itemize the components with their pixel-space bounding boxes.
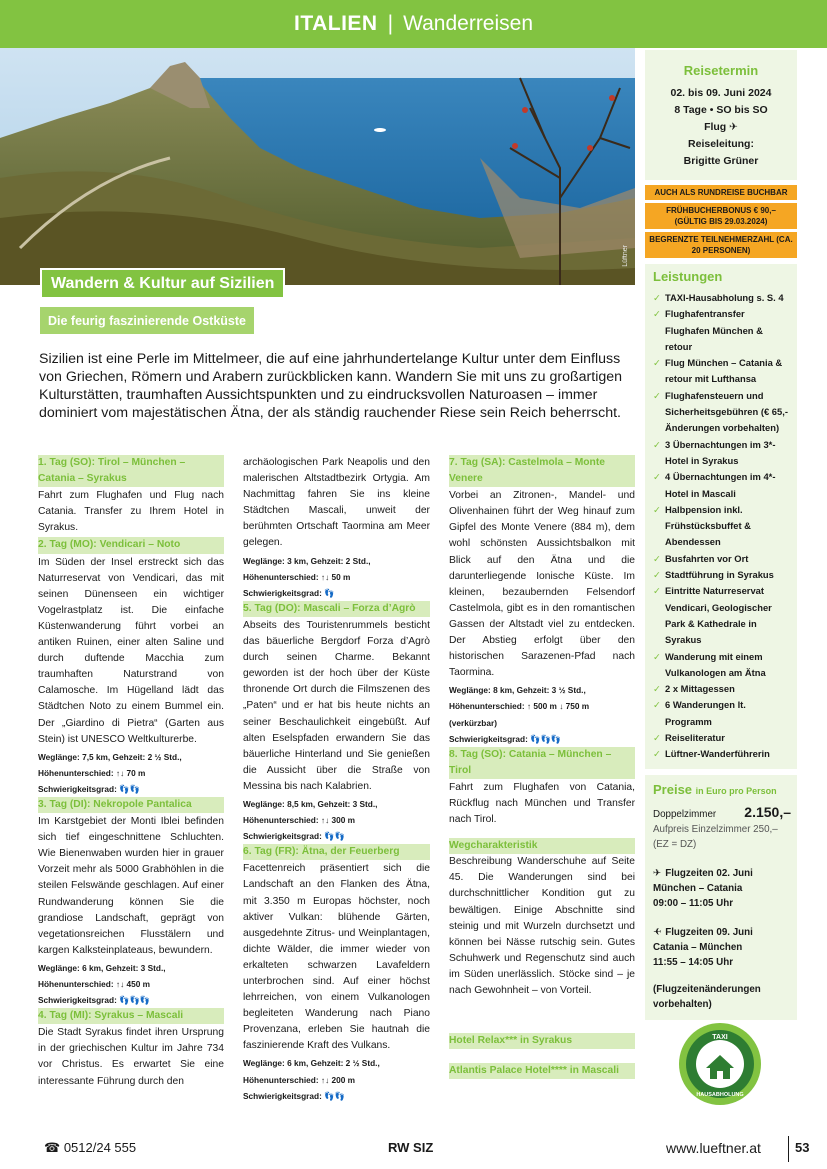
badge-fruehbucher: FRÜHBUCHERBONUS € 90,– (GÜLTIG BIS 29.03.2024) <box>645 203 797 229</box>
reisetermin-box <box>645 50 797 180</box>
check-icon: ✓ <box>653 650 661 662</box>
sidebar <box>645 50 797 1020</box>
photo-credit: Lüftner <box>622 245 629 267</box>
list-item: ✓ Flug München – Catania & retour mit Lufthansa <box>653 357 783 385</box>
list-item: ✓ Busfahrten vor Ort <box>653 551 791 567</box>
day-4-stats <box>243 553 430 601</box>
day-7-difficulty: Schwierigkeitsgrad: 👣👣👣 <box>449 733 562 744</box>
preise-heading: Preise in Euro pro Person <box>653 781 777 797</box>
footer-website-link[interactable]: www.lueftner.at <box>666 1140 761 1156</box>
day-4-elevation: Höhenunterschied: ↑↓ 50 m <box>243 571 351 582</box>
difficulty-icons: 👣👣 <box>324 831 345 842</box>
leistungen-list <box>653 290 791 763</box>
travel-dates: 02. bis 09. Juni 2024 <box>670 87 772 99</box>
day-7-stats <box>449 682 635 746</box>
list-item: ✓ 3 Übernachtungen im 3*-Hotel in Syrakus <box>653 438 776 466</box>
badge-teilnehmer: BEGRENZTE TEILNEHMERZAHL (CA. 20 PERSONEN) <box>645 232 797 258</box>
check-icon: ✓ <box>653 503 661 515</box>
travel-mode: Flug ✈ <box>704 121 738 133</box>
wegcharakteristik-text: Beschreibung Wanderschuhe auf Seite 45. Die Wanderungen sind bei durchschnittlicher Kondition gut zu bewältigen. Einige Abschnitte sind steinig und mit Wurzeln durchsetzt und können bei Nässe rutschig sein. Gutes Schuhwerk und Regenschutz sind auch im Süden unerlässlich. Stöcke sind – je nach Gewohnheit – von Vorteil. <box>449 856 635 996</box>
leistungen-heading: Leistungen <box>653 269 723 284</box>
day-7-text: Vorbei an Zitronen-, Mandel- und Olivenhainen führt der Weg hinauf zum Gipfel des Monte Venere (884 m), dem wohl schönsten Aussichtsbalkon mit Blick auf den Ätna und die darunterliegende Ionische Küste. Im kleinen, bezaubernden Felsendorf Castelmola, gibt es in den romantischen Gassen der Altstadt viel zu entdecken. Der Abstieg erfolgt über den historischen Sarazenen-Pfad nach Taormina. <box>449 490 635 679</box>
price-double-room <box>653 805 791 822</box>
difficulty-icons: 👣👣 <box>324 1090 345 1101</box>
leistungen-box <box>645 264 797 769</box>
taxi-hausabholung-badge <box>678 1022 762 1106</box>
day-7-heading: 7. Tag (SA): Castelmola – Monte Venere <box>449 455 635 487</box>
check-icon: ✓ <box>653 683 661 695</box>
day-6-elevation: Höhenunterschied: ↑↓ 200 m <box>243 1074 356 1085</box>
day-6-difficulty: Schwierigkeitsgrad: 👣👣 <box>243 1090 345 1101</box>
check-icon: ✓ <box>653 308 661 320</box>
flight-outbound: ✈ Flugzeiten 02. Juni München – Catania 09:00 – 11:05 Uhr <box>653 866 791 911</box>
check-icon: ✓ <box>653 292 661 303</box>
flight-outbound-time: 09:00 – 11:05 Uhr <box>653 897 734 909</box>
page-number: 53 <box>795 1140 810 1155</box>
header-bar <box>0 0 827 48</box>
footer-phone: ☎ 0512/24 555 <box>44 1140 137 1155</box>
list-item: ✓ Halbpension inkl. Frühstücksbuffet & Abendessen <box>653 503 751 548</box>
itinerary-column-1 <box>38 455 224 1091</box>
taxi-icon <box>678 1022 762 1106</box>
list-item: ✓ 2 x Mittagessen <box>653 681 791 697</box>
day-2-text: Im Süden der Insel erstreckt sich das Naturreservat von Vendicari, das mit seinen Dünenseen ein wichtiger Vogelrastplatz ist. Die einfache Küstenwanderung führt vorbei an antiken Ruinen, einer alten Saline und durch duftende Macchia zum traumhaften Naturstrand von Calamosche. Im Hügelland lädt das Städtchen Noto zu einem Bummel ein. Der „Giardino di Pietra“ (Garten aus Stein) ist UNESCO Weltkulturerbe. <box>38 556 224 745</box>
footer <box>0 1132 827 1162</box>
list-item: ✓ Flughafentransfer Flughafen München & retour <box>653 308 763 352</box>
day-6-text: Facettenreich präsentiert sich die Landschaft an den Flanken des Ätna, mit 3.350 m Europas höchster, noch aktiver Vulkan: blühende Gärten, ausgedehnte Zitrus- und Weinplantagen, dichte Wälder, die immer wieder von erkalteten schwarzen Lavafeldern unterbrochen sind. Auf einer höchst lehrreichen, von einem Vulkanologen begleiteten Wanderung nach Piano Provenzana, erleben Sie hautnah die faszinierende Kraft des Vulkans. <box>243 863 430 1052</box>
day-6-length: Weglänge: 6 km, Gehzeit: 2 ½ Std., <box>243 1058 380 1069</box>
guide-label: Reiseleitung: <box>688 138 754 150</box>
badge-rundreise: AUCH ALS RUNDREISE BUCHBAR <box>645 185 797 200</box>
page-title: Wandern & Kultur auf Sizilien <box>40 268 285 299</box>
day-2-stats <box>38 749 224 797</box>
page-subtitle: Die feurig faszinierende Ostküste <box>40 307 254 334</box>
day-5-difficulty: Schwierigkeitsgrad: 👣👣 <box>243 831 345 842</box>
guide-name: Brigitte Grüner <box>683 155 759 167</box>
day-6-heading: 6. Tag (FR): Ätna, der Feuerberg <box>243 844 430 860</box>
svg-text:TAXI: TAXI <box>712 1034 728 1041</box>
day-4-length: Weglänge: 3 km, Gehzeit: 2 Std., <box>243 555 371 566</box>
day-4-difficulty: Schwierigkeitsgrad: 👣 <box>243 587 335 598</box>
flight-note: (Flugzeitenänderungen vorbehalten) <box>653 983 761 1010</box>
dz-label: Doppelzimmer <box>653 808 717 820</box>
check-icon: ✓ <box>653 357 661 369</box>
difficulty-icons: 👣 <box>324 587 335 598</box>
day-7-elevation: Höhenunterschied: ↑ 500 m ↓ 750 m <box>449 701 590 712</box>
check-icon: ✓ <box>653 389 661 401</box>
ez-surcharge: Aufpreis Einzelzimmer 250,– (EZ = DZ) <box>653 823 778 850</box>
day-2-length: Weglänge: 7,5 km, Gehzeit: 2 ½ Std., <box>38 751 182 762</box>
header-category: ITALIEN <box>293 12 378 35</box>
day-5-heading: 5. Tag (DO): Mascali – Forza d’Agrò <box>243 601 430 617</box>
preise-box <box>645 775 797 1020</box>
check-icon: ✓ <box>653 438 661 450</box>
day-5-text: Abseits des Touristenrummels besticht das bäuerliche Bergdorf Forza d’Agrò durch seinen Charme. Bekannt geworden ist der hoch über der Küste thronende Ort durch die Filmszenen des „Paten“ und er hat bis heute nichts an seiner Beschaulichkeit eingebüßt. Auf alten Eselspfaden erwandern Sie das bäuerliche Hinterland und Sie genießen die Aussicht über die Straße von Messina bis nach Kalabrien. <box>243 619 430 792</box>
list-item: ✓ Reiseliteratur <box>653 730 791 746</box>
header-subcategory: Wanderreisen <box>403 12 534 35</box>
day-1-heading: 1. Tag (SO): Tirol – München – Catania – Syrakus <box>38 455 224 487</box>
list-item: ✓ Lüftner-Wanderführerin <box>653 746 791 762</box>
day-7-elevation-note: (verkürzbar) <box>449 717 497 728</box>
difficulty-icons: 👣👣 <box>119 783 140 794</box>
day-6-stats <box>243 1055 430 1103</box>
dz-price: 2.150,– <box>744 803 791 820</box>
day-4-text: Die Stadt Syrakus findet ihren Ursprung in der griechischen Kultur im Jahre 734 vor Christus. Es erwartet Sie eine interessante Führung durch den <box>38 1027 224 1087</box>
day-2-heading: 2. Tag (MO): Vendicari – Noto <box>38 537 224 553</box>
day-3-elevation: Höhenunterschied: ↑↓ 450 m <box>38 979 151 989</box>
list-item: ✓ 4 Übernachtungen im 4*-Hotel in Mascali <box>653 471 776 499</box>
day-1-text: Fahrt zum Flughafen und Flug nach Catania. Transfer zu Ihrem Hotel in Syrakus. <box>38 490 224 534</box>
day-3-difficulty: Schwierigkeitsgrad: 👣👣👣 <box>38 995 151 1006</box>
day-3-length: Weglänge: 6 km, Gehzeit: 3 Std., <box>38 962 166 973</box>
itinerary-column-3 <box>449 455 635 1079</box>
day-3-stats <box>38 960 224 1008</box>
phone-icon: ☎ <box>44 1140 61 1155</box>
day-4-text-continued: archäologischen Park Neapolis und den malerischen Altstadtbezirk Ortygia. Am Nachmittag fahren Sie ins kleine Städtchen Mascali, unweit der berühmten Ortschaft Taormina am Meer gelegen. <box>243 457 430 549</box>
day-3-heading: 3. Tag (DI): Nekropole Pantalica <box>38 797 224 813</box>
list-item: ✓ Wanderung mit einem Vulkanologen am Ätna <box>653 650 766 678</box>
check-icon: ✓ <box>653 732 661 744</box>
plane-depart-icon: ✈ <box>653 867 662 879</box>
svg-text:HAUSABHOLUNG: HAUSABHOLUNG <box>696 1092 744 1098</box>
hero-photo <box>0 48 635 285</box>
wegcharakteristik-heading: Wegcharakteristik <box>449 838 635 854</box>
hotel-syrakus: Hotel Relax*** in Syrakus <box>449 1033 635 1049</box>
check-icon: ✓ <box>653 748 661 760</box>
check-icon: ✓ <box>653 585 661 597</box>
list-item: ✓ TAXI-Hausabholung s. S. 4 <box>653 290 791 306</box>
list-item: ✓ Flughafensteuern und Sicherheitsgebühren (€ 65,- Änderungen vorbehalten) <box>653 389 788 434</box>
day-8-heading: 8. Tag (SO): Catania – München – Tirol <box>449 747 635 779</box>
day-2-difficulty: Schwierigkeitsgrad: 👣👣 <box>38 783 140 794</box>
sicily-landscape-image <box>0 48 635 285</box>
day-3-text: Im Karstgebiet der Monti Iblei befinden sich tief eingeschnittene Schluchten. Wie Bienenwaben wurden hier in grauer Vorzeit mehr als 5000 Grabhöhlen in die steilen Felswände geschlagen. Auf einer Rundwanderung können Sie die grandiose Landschaft, geprägt von vegetationsreichen Flusstälern und kargen Kalksteinplateaus, bewundern. <box>38 816 224 956</box>
day-2-elevation: Höhenunterschied: ↑↓ 70 m <box>38 767 146 778</box>
travel-days: 8 Tage • SO bis SO <box>674 104 768 116</box>
flight-outbound-route: München – Catania <box>653 882 743 894</box>
check-icon: ✓ <box>653 699 661 711</box>
intro-text: Sizilien ist eine Perle im Mittelmeer, die auf eine jahrhundertelange Kultur unter dem Einfluss von Griechen, Römern und Arabern zurückblicken kann. Wandern Sie mit uns zu großartigen Kulturstätten, traumhaften Aussichtspunkten und zu eindrucksvollen Naturoasen – immer dominiert vom majestätischen Ätna, der als ständig rauchender Riese sein Reich beherrscht. <box>39 351 623 421</box>
hotel-mascali: Atlantis Palace Hotel**** in Mascali <box>449 1063 635 1079</box>
day-5-length: Weglänge: 8,5 km, Gehzeit: 3 Std., <box>243 798 378 809</box>
footer-trip-code: RW SIZ <box>388 1140 434 1155</box>
header-separator: | <box>387 12 394 35</box>
flight-return-route: Catania – München <box>653 941 743 953</box>
itinerary-column-2 <box>243 455 430 1104</box>
day-4-heading: 4. Tag (MI): Syrakus – Mascali <box>38 1008 224 1024</box>
reisetermin-heading: Reisetermin <box>683 63 759 78</box>
flight-return-time: 11:55 – 14:05 Uhr <box>653 956 734 968</box>
check-icon: ✓ <box>653 552 661 564</box>
footer-divider <box>788 1136 789 1162</box>
flight-return: ✈ Flugzeiten 09. Juni Catania – München 11:55 – 14:05 Uhr <box>653 925 791 970</box>
difficulty-icons: 👣👣👣 <box>119 995 151 1006</box>
difficulty-icons: 👣👣👣 <box>530 733 562 744</box>
plane-arrive-icon: ✈ <box>653 926 662 938</box>
day-8-text: Fahrt zum Flughafen von Catania, Rückflug nach München und Transfer nach Tirol. <box>449 781 635 826</box>
list-item: ✓ Stadtführung in Syrakus <box>653 567 791 583</box>
day-7-length: Weglänge: 8 km, Gehzeit: 3 ½ Std., <box>449 685 586 696</box>
day-5-stats <box>243 796 430 844</box>
check-icon: ✓ <box>653 471 661 483</box>
day-5-elevation: Höhenunterschied: ↑↓ 300 m <box>243 815 356 826</box>
list-item: ✓ 6 Wanderungen lt. Programm <box>653 699 746 727</box>
list-item: ✓ Eintritte Naturreservat Vendicari, Geologischer Park & Kathedrale in Syrakus <box>653 585 772 646</box>
preise-subheading: in Euro pro Person <box>695 785 777 796</box>
check-icon: ✓ <box>653 569 661 581</box>
